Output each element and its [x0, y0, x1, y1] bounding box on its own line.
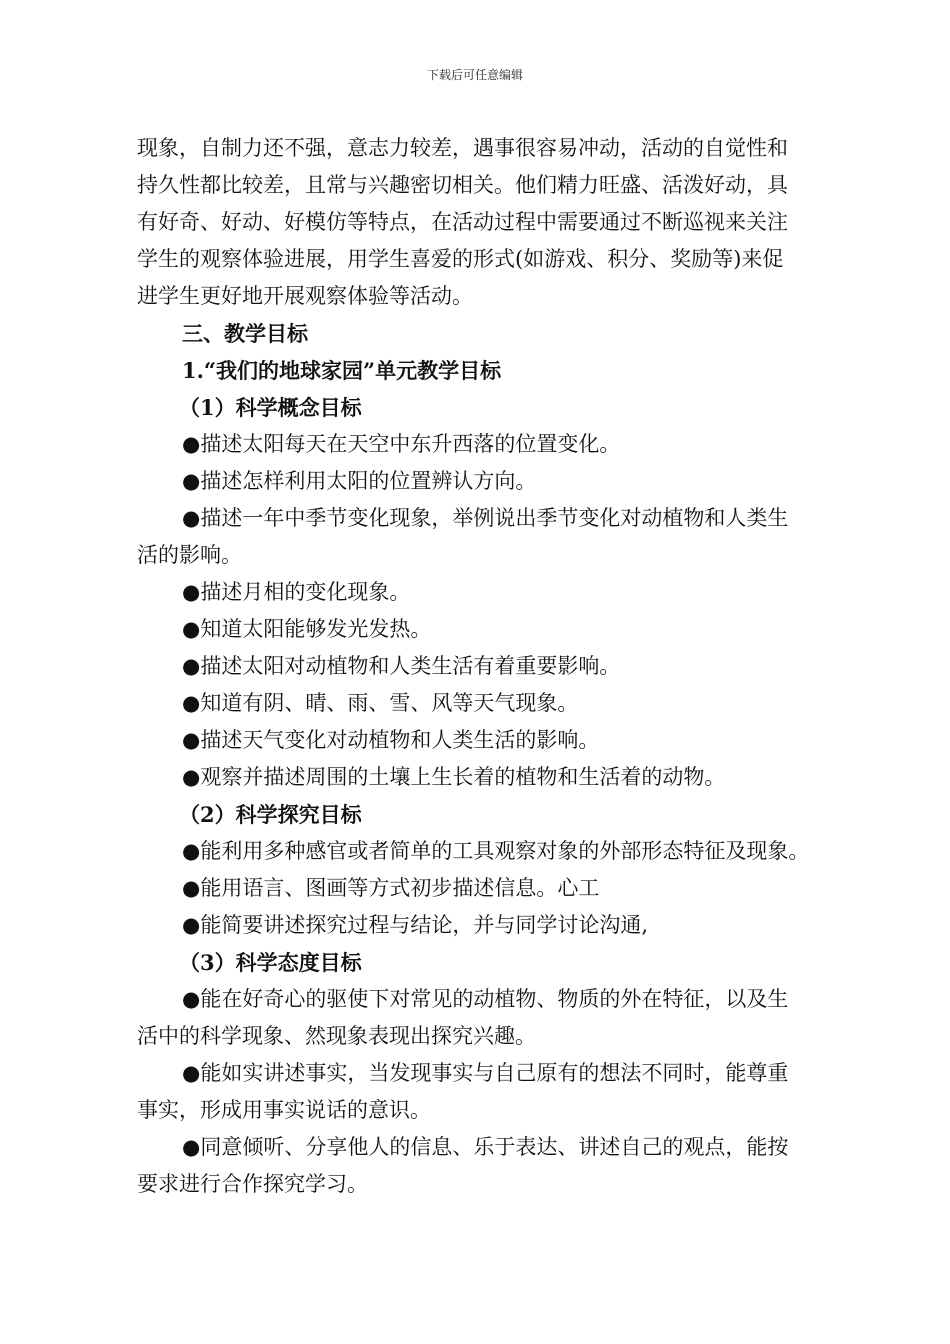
- bullet-item: ●能利用多种感官或者简单的工具观察对象的外部形态特征及现象。: [182, 839, 810, 863]
- paragraph-line: 持久性都比较差，且常与兴趣密切相关。他们精力旺盛、活泼好动，具: [137, 173, 788, 197]
- bullet-item: ●描述月相的变化现象。: [182, 580, 411, 604]
- header-note: 下载后可任意编辑: [426, 68, 523, 82]
- bullet-item: ●描述太阳对动植物和人类生活有着重要影响。: [182, 654, 621, 678]
- bullet-item: ●描述怎样利用太阳的位置辨认方向。: [182, 469, 537, 493]
- subheading-concept: （1）科学概念目标: [179, 395, 362, 420]
- bullet-continuation: 事实，形成用事实说话的意识。: [137, 1098, 431, 1122]
- bullet-item: ●描述一年中季节变化现象，举例说出季节变化对动植物和人类生: [182, 506, 789, 530]
- section-heading: 三、教学目标: [182, 321, 308, 346]
- bullet-item: ●能如实讲述事实，当发现事实与自己原有的想法不同时，能尊重: [182, 1061, 789, 1085]
- bullet-item: ●描述天气变化对动植物和人类生活的影响。: [182, 728, 600, 752]
- bullet-item: ●知道太阳能够发光发热。: [182, 617, 432, 641]
- bullet-item: ●知道有阴、晴、雨、雪、风等天气现象。: [182, 691, 579, 715]
- bullet-continuation: 活中的科学现象、然现象表现出探究兴趣。: [137, 1024, 536, 1048]
- unit-heading: 1.“我们的地球家园”单元教学目标: [182, 358, 502, 383]
- paragraph-line: 现象，自制力还不强，意志力较差，遇事很容易冲动，活动的自觉性和: [137, 136, 788, 160]
- bullet-item: ●同意倾听、分享他人的信息、乐于表达、讲述自己的观点，能按: [182, 1135, 789, 1159]
- paragraph-line: 学生的观察体验进展，用学生喜爱的形式(如游戏、积分、奖励等)来促: [137, 247, 784, 271]
- bullet-item: ●能用语言、图画等方式初步描述信息。心工: [182, 876, 600, 900]
- bullet-continuation: 要求进行合作探究学习。: [137, 1172, 368, 1196]
- bullet-item: ●描述太阳每天在天空中东升西落的位置变化。: [182, 432, 621, 456]
- subheading-attitude: （3）科学态度目标: [179, 950, 362, 975]
- bullet-item: ●能简要讲述探究过程与结论，并与同学讨论沟通,: [182, 913, 648, 937]
- bullet-item: ●观察并描述周围的土壤上生长着的植物和生活着的动物。: [182, 765, 726, 789]
- bullet-continuation: 活的影响。: [137, 543, 242, 567]
- bullet-item: ●能在好奇心的驱使下对常见的动植物、物质的外在特征，以及生: [182, 987, 789, 1011]
- body-text: [137, 130, 837, 1203]
- subheading-inquiry: （2）科学探究目标: [179, 802, 362, 827]
- paragraph-line: 进学生更好地开展观察体验等活动。: [137, 284, 473, 308]
- paragraph-line: 有好奇、好动、好模仿等特点，在活动过程中需要通过不断巡视来关注: [137, 210, 788, 234]
